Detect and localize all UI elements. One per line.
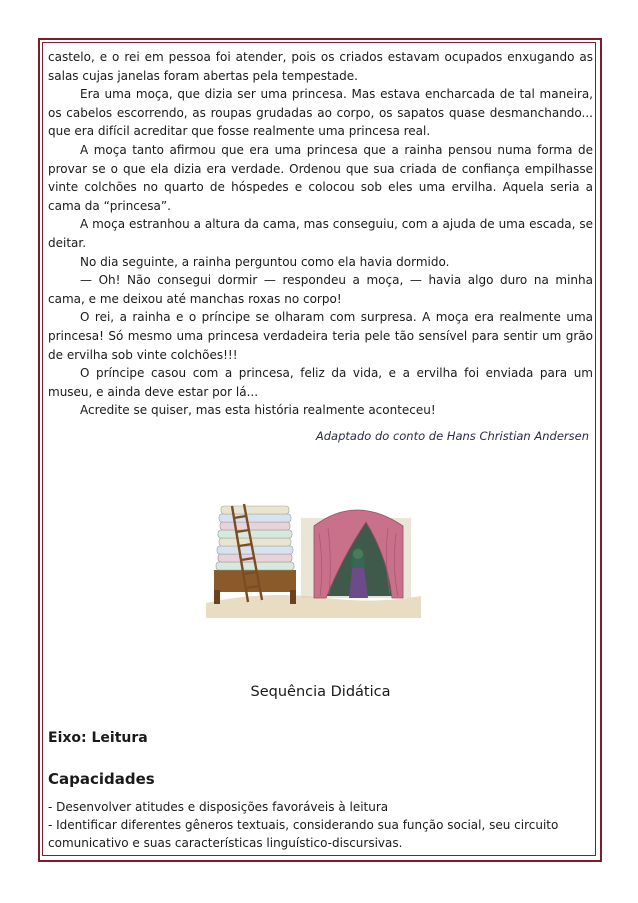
story-paragraph-8: O príncipe casou com a princesa, feliz da vida, e a ervilha foi enviada para um museu, e ainda deve estar por lá...	[48, 366, 593, 399]
story-paragraph-4: A moça estranhou a altura da cama, mas conseguiu, com a ajuda de uma escada, se deitar.	[48, 217, 593, 250]
story-paragraph-6: — Oh! Não consegui dormir — respondeu a moça, — havia algo duro na minha cama, e me deixou até manchas roxas no corpo!	[48, 273, 593, 306]
illustration-svg	[206, 498, 421, 618]
story-paragraph-7: O rei, a rainha e o príncipe se olharam com surpresa. A moça era realmente uma princesa! Só mesmo uma princesa verdadeira teria pele tão sensível para sentir um grão de ervilha sob vinte colchões!!!	[48, 310, 593, 362]
bed-leg-left	[214, 590, 220, 604]
story-paragraph-1: castelo, e o rei em pessoa foi atender, pois os criados estavam ocupados enxugando as salas cujas janelas foram abertas pela tempestade.	[48, 50, 593, 83]
bed-leg-right	[290, 590, 296, 604]
eixo-heading: Eixo: Leitura	[48, 730, 148, 746]
capacidades-heading: Capacidades	[48, 770, 155, 788]
story-paragraph-5: No dia seguinte, a rainha perguntou como ela havia dormido.	[80, 254, 450, 269]
capacidades-list	[48, 798, 593, 852]
capacidade-item-2: - Identificar diferentes gêneros textuais, considerando sua função social, seu circuito comunicativo e suas características linguístico-discursivas.	[48, 818, 559, 850]
story-attribution: Adaptado do conto de Hans Christian Andersen	[315, 428, 589, 443]
princess-and-pea-illustration	[206, 498, 421, 618]
story-paragraph-3: A moça tanto afirmou que era uma princesa que a rainha pensou numa forma de provar se o que ela dizia era verdade. Ordenou que sua criada de confiança empilhasse vinte colchões no quarto de hóspedes e colocou sob eles uma ervilha. Aquela seria a cama da “princesa”.	[48, 142, 593, 213]
floor-shape	[206, 595, 421, 618]
story-text	[48, 48, 593, 443]
story-paragraph-9: Acredite se quiser, mas esta história realmente aconteceu!	[80, 403, 436, 418]
page-content	[48, 48, 593, 850]
story-paragraph-2: Era uma moça, que dizia ser uma princesa. Mas estava encharcada de tal maneira, os cabelos escorrendo, as roupas grudadas ao corpo, os sapatos quase desmanchando... que era difícil acreditar que fosse realmente uma princesa real.	[48, 87, 593, 139]
sequence-title: Sequência Didática	[250, 684, 391, 700]
capacidade-item-1: - Desenvolver atitudes e disposições favoráveis à leitura	[48, 800, 389, 814]
